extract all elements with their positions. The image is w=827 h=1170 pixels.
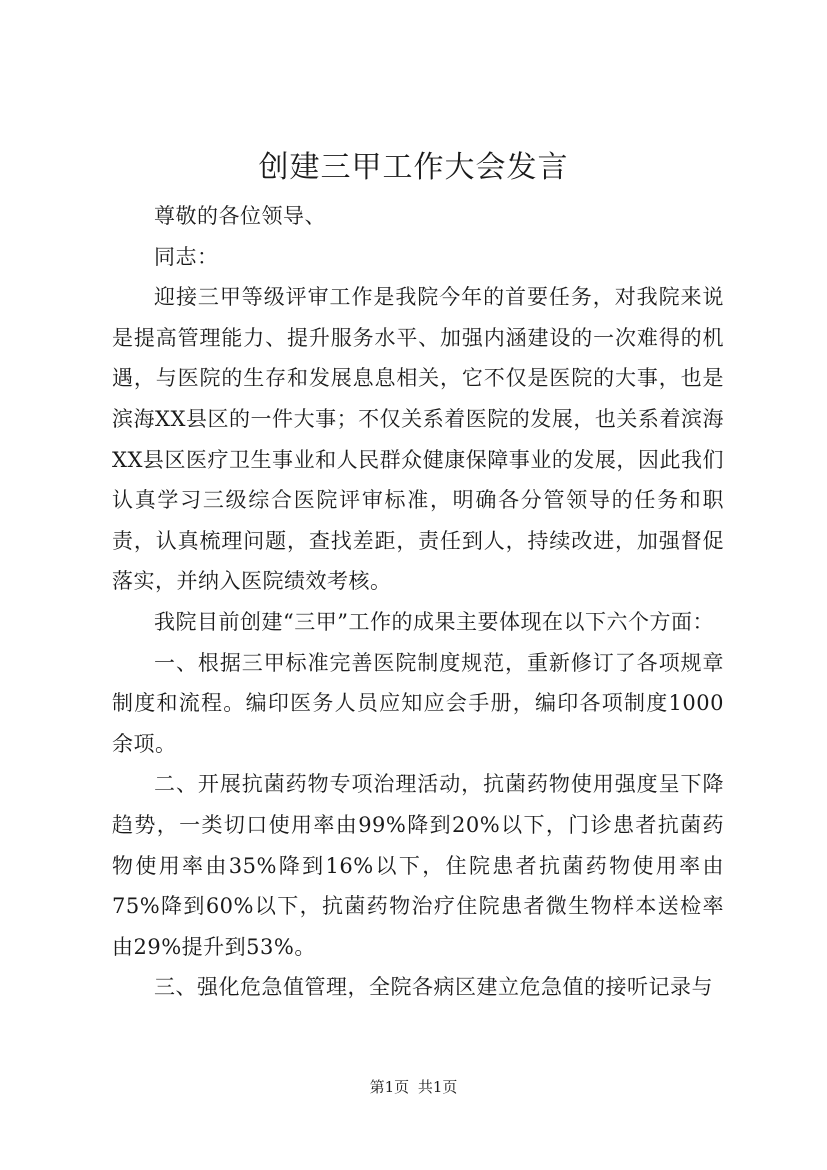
salutation-line-1: 尊敬的各位领导、: [154, 204, 326, 228]
salutation-line-2: 同志：: [154, 244, 219, 269]
paragraph-summary: 我院目前创建“三甲”工作的成果主要体现在以下六个方面：: [154, 609, 714, 634]
document-title: 创建三甲工作大会发言: [258, 150, 569, 185]
paragraph-intro: 迎接三甲等级评审工作是我院今年的首要任务，对我院来说是提高管理能力、提升服务水平、加强内涵建设的一次难得的机遇，与医院的生存和发展息息相关，它不仅是医院的大事，也是滨海XX县区的一件大事；不仅关系着医院的发展，也关系着滨海XX县区医疗卫生事业和人民群众健康保障事业的发展，因此我们认真学习三级综合医院评审标准，明确各分管领导的任务和职责，认真梳理问题，查找差距，责任到人，持续改进，加强督促落实，并纳入医院绩效考核。: [112, 285, 724, 594]
paragraph-point-3: 三、强化危急值管理，全院各病区建立危急值的接听记录与: [154, 975, 713, 1000]
page-footer: [0, 1076, 827, 1098]
page-total: 共1页: [417, 1078, 458, 1096]
paragraph-point-2: 二、开展抗菌药物专项治理活动，抗菌药物使用强度呈下降趋势，一类切口使用率由99%降到20%以下，门诊患者抗菌药物使用率由35%降到16%以下，住院患者抗菌药物使用率由75%降到60%以下，抗菌药物治疗住院患者微生物样本送检率由29%提升到53%。: [112, 772, 724, 959]
paragraph-point-1: 一、根据三甲标准完善医院制度规范，重新修订了各项规章制度和流程。编印医务人员应知应会手册，编印各项制度1000余项。: [112, 650, 724, 756]
document-body: [112, 196, 724, 1008]
page-number: 第1页: [369, 1078, 410, 1096]
